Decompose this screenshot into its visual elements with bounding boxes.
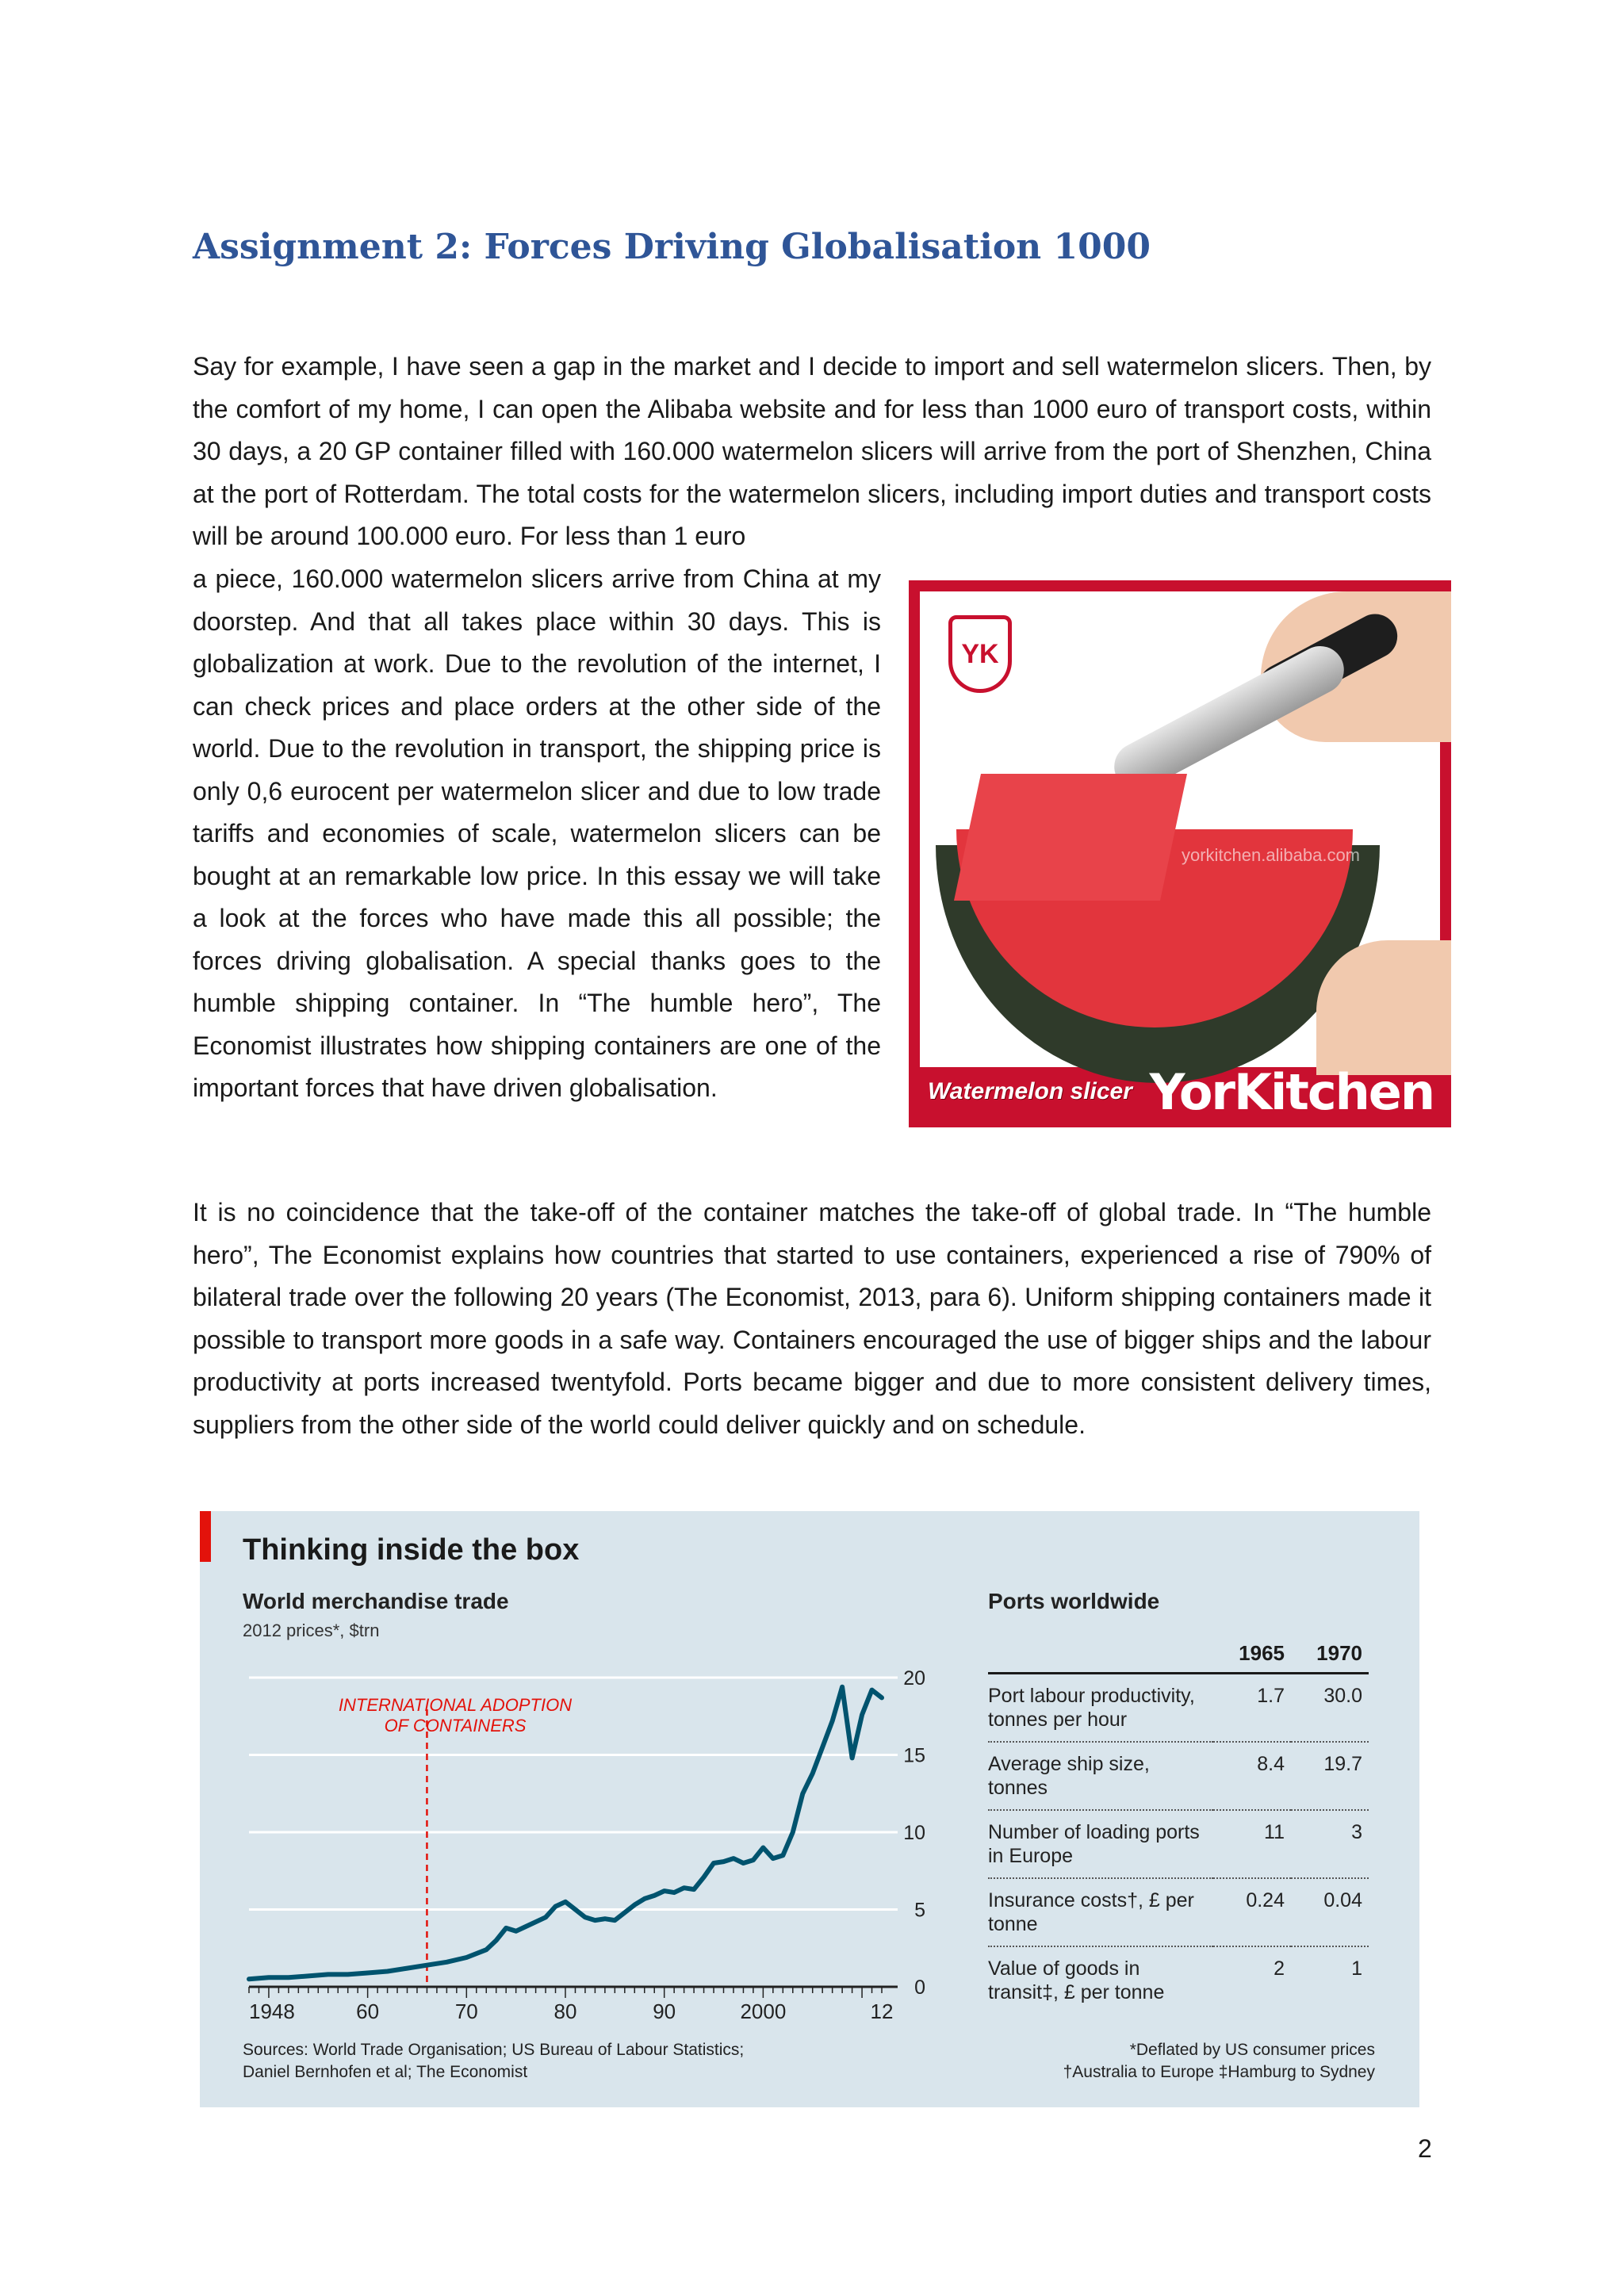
table-row	[988, 1674, 1369, 1743]
value-1965: 0.24	[1213, 1878, 1291, 1946]
value-1970: 30.0	[1291, 1674, 1369, 1743]
annotation-line: INTERNATIONAL ADOPTION	[338, 1695, 573, 1715]
y-tick-label: 10	[903, 1822, 925, 1844]
x-tick-label: 12	[870, 1999, 894, 2023]
value-1970: 0.04	[1291, 1878, 1369, 1946]
x-tick-label: 70	[454, 1999, 478, 2023]
table-row	[988, 1742, 1369, 1810]
y-tick-label: 5	[914, 1899, 925, 1922]
logo-text: YK	[961, 638, 999, 669]
paragraph-containers: It is no coincidence that the take-off of the container matches the take-off of global trade. In “The humble hero”, The Economist explains how countries that started to use containers, experienced a rise of 790% of bilateral trade over the following 20 years (The Economist, 2013, para 6). Uniform shipping containers made it possible to transport more goods in a safe way. Containers encouraged the use of bigger ships and the labour productivity at ports increased twentyfold. Ports became bigger and due to more consistent delivery times, suppliers from the other side of the world could deliver quickly and on schedule.	[193, 1198, 1431, 1439]
table-row	[988, 1810, 1369, 1878]
x-tick-label: 90	[653, 1999, 676, 2023]
row-label: Number of loading ports in Europe	[988, 1810, 1213, 1878]
ports-title: Ports worldwide	[988, 1589, 1160, 1613]
x-tick-label: 1948	[249, 1999, 295, 2023]
page-title: Assignment 2: Forces Driving Globalisation 1000	[193, 227, 1151, 267]
x-tick-label: 80	[553, 1999, 577, 2023]
image-watermark: yorkitchen.alibaba.com	[1182, 845, 1361, 865]
y-tick-label: 20	[903, 1667, 925, 1689]
economist-figure	[200, 1511, 1419, 2107]
table-row	[988, 1946, 1369, 2014]
watermelon-slicer-image	[909, 580, 1451, 1127]
row-label: Port labour productivity, tonnes per hour	[988, 1674, 1213, 1743]
product-caption-bar	[920, 1062, 1440, 1121]
value-1965: 8.4	[1213, 1742, 1291, 1810]
paragraph-intro: Say for example, I have seen a gap in the market and I decide to import and sell watermelon slicers. Then, by the comfort of my home, I can open the Alibaba website and for less than 1000 euro of transport costs, within 30 days, a 20 GP container filled with 160.000 watermelon slicers will arrive from the port of Shenzhen, China at the port of Rotterdam. The total costs for the watermelon slicers, including import duties and transport costs will be around 100.000 euro. For less than 1 euro	[193, 352, 1431, 550]
sources-line: Sources: World Trade Organisation; US Bureau of Labour Statistics;	[243, 2041, 745, 2059]
y-tick-label: 15	[903, 1744, 925, 1767]
y-tick-label: 0	[914, 1976, 925, 1999]
sources-line: Daniel Bernhofen et al; The Economist	[243, 2063, 528, 2081]
hand-image	[1316, 940, 1451, 1075]
chart-units: 2012 prices*, $trn	[243, 1621, 380, 1640]
brand-logo-icon	[948, 615, 1012, 693]
figure-title: Thinking inside the box	[243, 1533, 580, 1567]
figure-notes	[1063, 2039, 1375, 2084]
value-1970: 1	[1351, 1957, 1362, 1980]
x-tick-label: 2000	[740, 1999, 787, 2023]
value-1965: 2	[1274, 1957, 1285, 1980]
row-label: Value of goods in transit‡, £ per tonne	[988, 1957, 1165, 2003]
note-line: *Deflated by US consumer prices	[1129, 2041, 1375, 2059]
chart-subtitle: World merchandise trade	[243, 1589, 509, 1613]
row-label: Average ship size, tonnes	[988, 1742, 1213, 1810]
figure-sources	[243, 2039, 744, 2084]
paragraph-globalization: a piece, 160.000 watermelon slicers arrive from China at my doorstep. And that all takes place within 30 days. This is globalization at work. Due to the revolution of the internet, I can check prices and place orders at the other side of the world. Due to the revolution in transport, the shipping price is only 0,6 eurocent per watermelon slicer and due to low trade tariffs and economies of scale, watermelon slicers can be bought at an remarkable low price. In this essay we will take a look at the forces who have made this all possible; the forces driving globalisation. A special thanks goes to the humble shipping container. In “The humble hero”, The Economist illustrates how shipping containers are one of the important forces that have driven globalisation.	[193, 564, 881, 1102]
ports-table	[988, 1638, 1369, 2014]
watermelon-slice	[954, 774, 1187, 901]
ports-header-1970: 1970	[1291, 1638, 1369, 1674]
value-1965: 11	[1213, 1810, 1291, 1878]
product-caption: Watermelon slicer	[928, 1078, 1132, 1104]
brand-name: YorKitchen	[1149, 1062, 1434, 1121]
value-1970: 19.7	[1291, 1742, 1369, 1810]
table-row	[988, 1878, 1369, 1946]
note-line: †Australia to Europe ‡Hamburg to Sydney	[1063, 2063, 1375, 2081]
product-photo	[920, 591, 1440, 1067]
x-tick-label: 60	[356, 1999, 380, 2023]
page-number: 2	[1418, 2134, 1432, 2163]
ports-header-row	[988, 1638, 1369, 1674]
value-1970: 3	[1291, 1810, 1369, 1878]
row-label: Insurance costs†, £ per tonne	[988, 1878, 1213, 1946]
ports-header-1965: 1965	[1213, 1638, 1291, 1674]
value-1965: 1.7	[1213, 1674, 1291, 1743]
annotation-line: OF CONTAINERS	[384, 1716, 527, 1735]
ports-header-blank	[988, 1638, 1213, 1674]
